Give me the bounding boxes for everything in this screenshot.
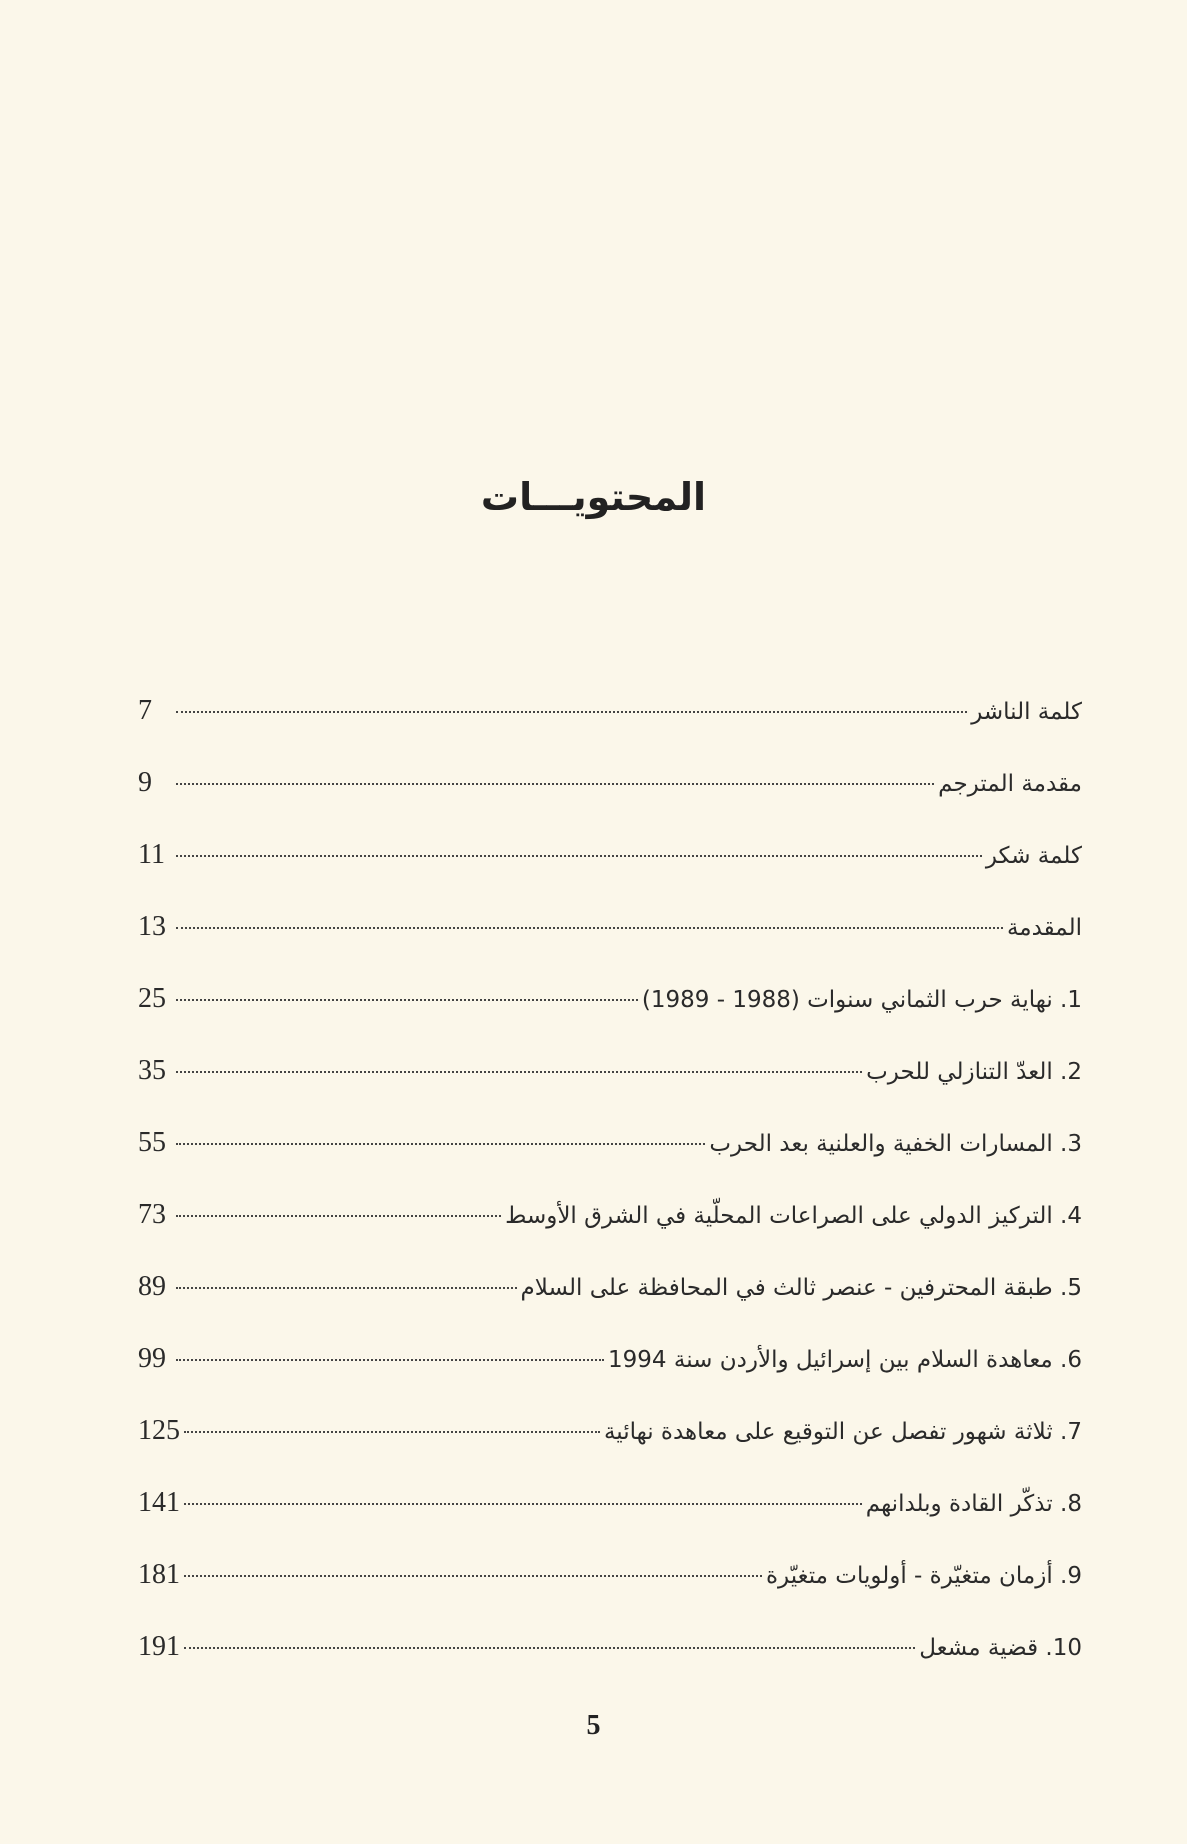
toc-entry-chapter-10 [138,1631,1082,1703]
toc-entry-acknowledgements [138,839,1082,911]
toc-entry-page: 73 [138,1199,166,1230]
toc-entry-label: 10. قضية مشعل [919,1635,1082,1661]
toc-entry-page: 9 [138,767,152,798]
toc-entry-label: 4. التركيز الدولي على الصراعات المحلّية في الشرق الأوسط [505,1203,1082,1229]
toc-entry-chapter-3 [138,1127,1082,1199]
dot-leader [176,1143,705,1145]
toc-entry-chapter-7 [138,1415,1082,1487]
toc-entry-label: 5. طبقة المحترفين - عنصر ثالث في المحافظة على السلام [520,1275,1082,1301]
toc-entry-introduction [138,911,1082,983]
toc-entry-label: 3. المسارات الخفية والعلنية بعد الحرب [709,1131,1082,1157]
toc-entry-page: 89 [138,1271,166,1302]
toc-entry-page: 35 [138,1055,166,1086]
toc-entry-label: 2. العدّ التنازلي للحرب [866,1059,1082,1085]
toc-entry-page: 141 [138,1487,180,1518]
toc-entry-label: المقدمة [1006,915,1082,941]
dot-leader [176,783,934,785]
dot-leader [176,1071,862,1073]
dot-leader [184,1431,600,1433]
toc-entry-page: 99 [138,1343,166,1374]
toc-entry-publisher-note [138,695,1082,767]
toc-entry-page: 7 [138,695,152,726]
dot-leader [176,855,982,857]
toc-entry-page: 11 [138,839,165,870]
page-title: المحتويـــات [480,475,707,519]
toc-entry-label: كلمة الناشر [971,699,1082,725]
dot-leader [184,1647,915,1649]
dot-leader [176,711,967,713]
toc-entry-page: 55 [138,1127,166,1158]
toc-entry-chapter-5 [138,1271,1082,1343]
toc-entry-page: 125 [138,1415,180,1446]
toc-entry-page: 25 [138,983,166,1014]
toc-entry-page: 181 [138,1559,180,1590]
toc-entry-chapter-1 [138,983,1082,1055]
toc-entry-chapter-4 [138,1199,1082,1271]
page-number: 5 [586,1710,601,1741]
toc-entry-chapter-2 [138,1055,1082,1127]
toc-entry-label: 1. نهاية حرب الثماني سنوات (1988 - 1989) [641,987,1082,1013]
toc-entry-label: 6. معاهدة السلام بين إسرائيل والأردن سنة 1994 [608,1347,1082,1373]
toc-entry-label: 7. ثلاثة شهور تفصل عن التوقيع على معاهدة نهائية [603,1419,1082,1445]
toc-entry-label: كلمة شكر [985,843,1082,869]
dot-leader [176,1287,517,1289]
dot-leader [176,1359,604,1361]
dot-leader [176,999,638,1001]
toc-entry-chapter-8 [138,1487,1082,1559]
toc-entry-label: 9. أزمان متغيّرة - أولويات متغيّرة [765,1563,1082,1589]
toc-entry-label: 8. تذكّر القادة وبلدانهم [865,1491,1082,1517]
toc-entry-page: 191 [138,1631,180,1662]
toc-entry-translator-introduction [138,767,1082,839]
dot-leader [176,1215,501,1217]
toc-entry-page: 13 [138,911,166,942]
dot-leader [176,927,1003,929]
dot-leader [184,1503,862,1505]
table-of-contents [138,695,1082,1703]
toc-entry-label: مقدمة المترجم [938,771,1082,797]
toc-entry-chapter-9 [138,1559,1082,1631]
toc-entry-chapter-6 [138,1343,1082,1415]
dot-leader [184,1575,762,1577]
